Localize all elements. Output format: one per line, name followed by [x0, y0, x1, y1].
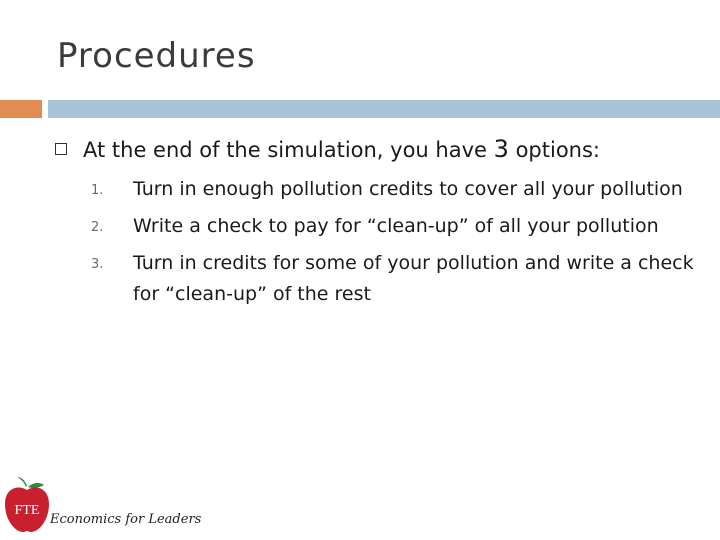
list-item-text: Turn in credits for some of your pollution and write a check for “clean-up” of the rest: [133, 252, 694, 305]
list-item-text: Turn in enough pollution credits to cover all your pollution: [133, 178, 683, 200]
logo-caption: Economics for Leaders: [50, 512, 202, 527]
logo-text: FTE: [14, 503, 40, 518]
list-item-text: Write a check to pay for “clean-up” of all your pollution: [133, 215, 659, 237]
checkbox-icon: [55, 143, 67, 155]
option-count: 3: [493, 135, 509, 163]
accent-bar-orange: [0, 100, 42, 118]
accent-bar-blue: [48, 100, 720, 118]
main-bullet-text: [83, 134, 600, 165]
list-marker: 2.: [91, 220, 104, 235]
list-marker: 3.: [91, 257, 104, 272]
main-bullet-text-after: options:: [508, 138, 601, 162]
apple-icon: [3, 476, 51, 534]
list-item: [85, 174, 705, 205]
options-list: [85, 174, 705, 316]
list-item: [85, 248, 705, 310]
list-marker: 1.: [91, 183, 104, 198]
list-item: [85, 211, 705, 242]
main-bullet-text-before: At the end of the simulation, you have: [83, 138, 494, 162]
slide-title: Procedures: [57, 36, 256, 76]
